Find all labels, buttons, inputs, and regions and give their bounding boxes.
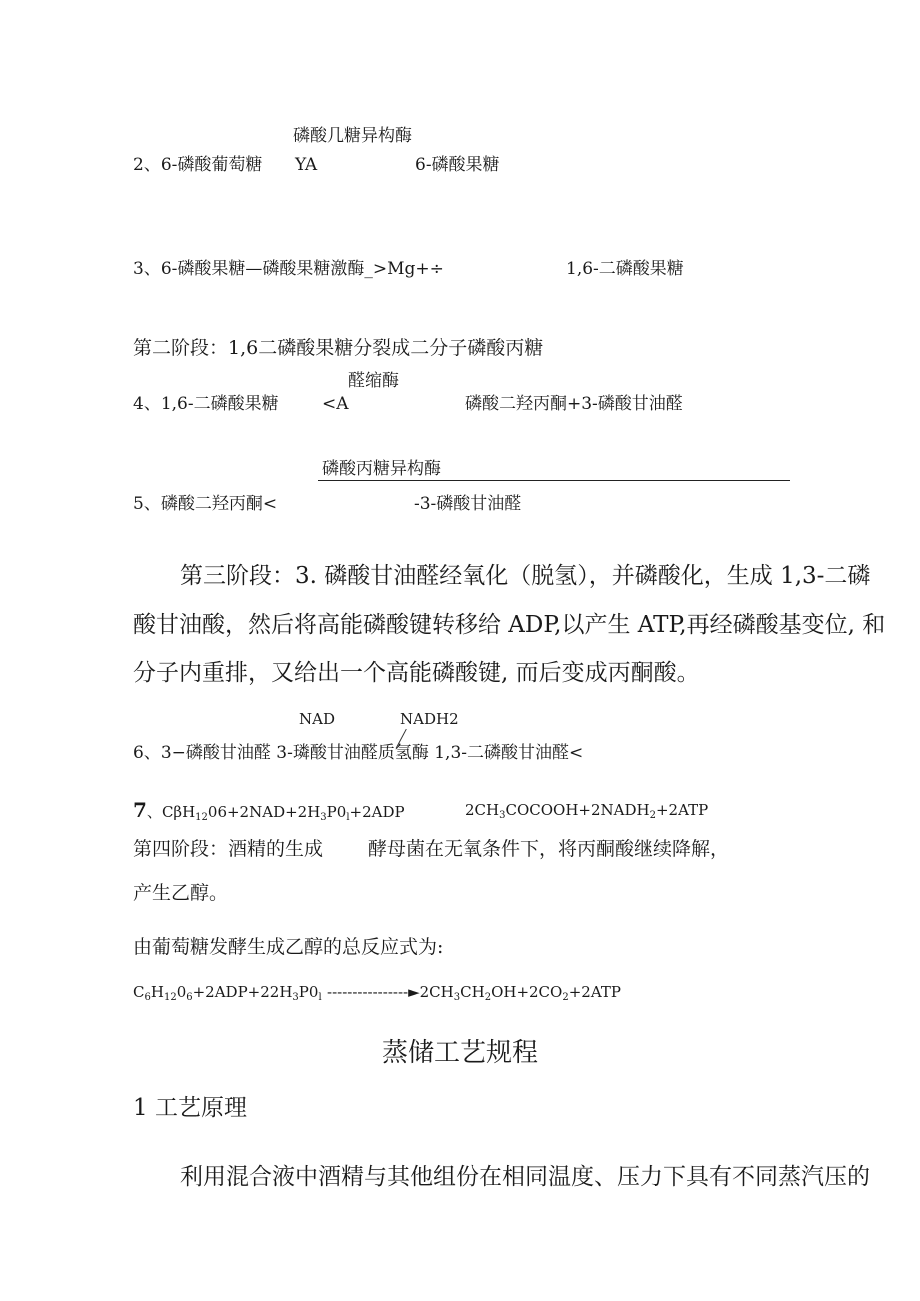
stage4-line1: 第四阶段：酒精的生成 <box>133 838 324 860</box>
r2-arrow: YA <box>295 155 318 175</box>
r7-lhs-3: 3 <box>320 812 327 823</box>
overall-equation-rhs <box>327 985 621 1003</box>
overall-rhs-6: +2ATP <box>568 983 621 1001</box>
r7-rhs-3: 2 <box>649 810 656 821</box>
r4-label: 4、1,6-二磷酸果糖 <box>133 394 279 414</box>
r2-product: 6-磷酸果糖 <box>415 155 500 175</box>
overall-rhs-4: OH+2CO <box>491 983 563 1001</box>
overall-lhs-6: +2ADP+22H <box>192 983 293 1001</box>
overall-equation-lhs <box>133 985 322 1003</box>
r7-separator: 、 <box>146 803 162 821</box>
r7-equation-lhs <box>133 800 405 823</box>
stage3-line3: 分子内重排，又给出一个高能磷酸键, 而后变成丙酮酸。 <box>133 660 700 686</box>
r6-nad: NAD <box>299 710 335 728</box>
overall-lhs-3: 12 <box>163 992 177 1003</box>
r7-lhs-5: l <box>346 812 350 823</box>
overall-arrow: ----------------► <box>327 983 420 1001</box>
overall-lhs-1: 6 <box>144 992 151 1003</box>
overall-rhs-5: 2 <box>562 992 569 1003</box>
r7-lhs-0: CβH <box>161 803 196 821</box>
overall-lhs-5: 6 <box>186 992 193 1003</box>
overall-rhs-3: 2 <box>484 992 492 1003</box>
overall-lhs-8: P0 <box>298 983 319 1001</box>
overall-lhs-0: C <box>133 983 145 1001</box>
stage2-heading: 第二阶段：1,6二磷酸果糖分裂成二分子磷酸丙糖 <box>133 337 544 359</box>
stage4-line2: 产生乙醇。 <box>133 882 229 904</box>
r7-rhs-1: 3 <box>499 810 506 821</box>
r5-rule <box>318 480 790 481</box>
r7-rhs-2: COCOOH+2NADH <box>505 801 650 819</box>
r7-lhs-4: P0 <box>326 803 347 821</box>
page-title: 蒸储工艺规程 <box>381 1038 538 1068</box>
r7-equation-rhs <box>465 803 708 821</box>
r4-product: 磷酸二羟丙酮+3-磷酸甘油醛 <box>465 394 683 414</box>
r3-text: 3、6-磷酸果糖—磷酸果糖激酶_>Mg+÷ <box>133 259 444 279</box>
section-paragraph: 利用混合液中酒精与其他组份在相同温度、压力下具有不同蒸汽压的 <box>180 1164 870 1190</box>
r4-arrow: <A <box>322 394 349 414</box>
r7-lhs-6: +2ADP <box>349 803 405 821</box>
r2-enzyme: 磷酸几糖异构酶 <box>293 126 412 146</box>
r7-lhs-2: 06+2NAD+2H <box>207 803 321 821</box>
overall-rhs-1: 3 <box>453 992 461 1003</box>
r5-enzyme: 磷酸丙糖异构酶 <box>322 459 441 479</box>
r2-label: 2、6-磷酸葡萄糖 <box>133 155 263 175</box>
r7-number: 7 <box>133 798 147 822</box>
overall-lhs-2: H <box>150 983 164 1001</box>
stage3-line2: 酸甘油酸，然后将高能磷酸键转移给 ADP,以产生 ATP,再经磷酸基变位, 和 <box>133 612 886 638</box>
r7-lhs-1: 12 <box>195 812 208 823</box>
section-heading: 1 工艺原理 <box>133 1095 247 1121</box>
overall-intro: 由葡萄糖发酵生成乙醇的总反应式为: <box>133 936 444 958</box>
r7-rhs-0: 2CH <box>465 801 500 819</box>
r3-product: 1,6-二磷酸果糖 <box>566 259 684 279</box>
r6-text: 6、3−磷酸甘油醛 3-璘酸甘油醛质氢酶 1,3-二磷酸甘油醛< <box>133 743 584 763</box>
overall-lhs-4: 0 <box>176 983 187 1001</box>
overall-lhs-7: 3 <box>292 992 299 1003</box>
overall-rhs-2: CH <box>460 983 485 1001</box>
r6-nadh2: NADH2 <box>400 710 459 728</box>
r4-enzyme: 醛缩酶 <box>348 371 399 391</box>
r5-product: -3-磷酸甘油醛 <box>414 494 522 514</box>
overall-lhs-9: l <box>318 992 322 1003</box>
stage4-line1b: 酵母菌在无氧条件下，将丙酮酸继续降解， <box>368 838 730 860</box>
stage3-line1: 第三阶段：3. 磷酸甘油醛经氧化（脱氢），并磷酸化，生成 1,3-二磷 <box>180 563 871 589</box>
r7-rhs-4: +2ATP <box>655 801 709 819</box>
r5-label: 5、磷酸二羟丙酮< <box>133 494 278 514</box>
overall-rhs-0: 2CH <box>419 983 454 1001</box>
